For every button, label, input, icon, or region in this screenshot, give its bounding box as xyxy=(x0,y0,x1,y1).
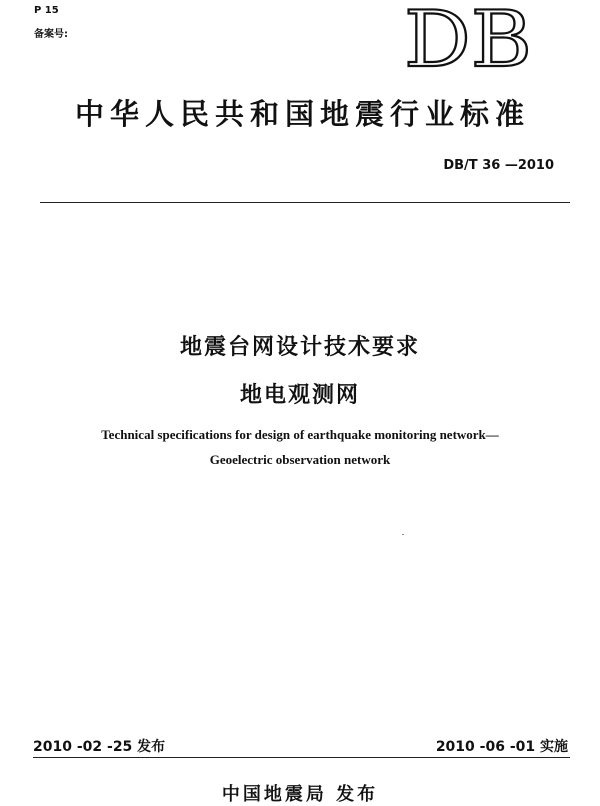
title-chinese-line2: 地电观测网 xyxy=(239,383,360,408)
scan-speck xyxy=(402,534,404,535)
standard-code: DB/T 36 —2010 xyxy=(443,158,554,173)
publisher: 中国地震局 发布 xyxy=(221,784,379,805)
top-divider xyxy=(40,202,570,203)
standard-category-heading: 中华人民共和国地震行业标准 xyxy=(74,97,530,131)
record-number-label: 备案号: xyxy=(34,29,68,40)
implementation-date: 2010 -06 -01 实施 xyxy=(435,739,568,755)
title-english-line2: Geoelectric observation network xyxy=(209,452,391,467)
title-chinese-line1: 地震台网设计技术要求 xyxy=(179,335,420,360)
db-logo xyxy=(398,0,538,78)
classification-code: P 15 xyxy=(34,5,59,16)
issue-date: 2010 -02 -25 发布 xyxy=(33,739,166,755)
title-english-line1: Technical specifications for design of earthquake monitoring network— xyxy=(101,427,499,442)
bottom-divider xyxy=(33,757,570,758)
db-logo-text: DB xyxy=(404,0,532,74)
